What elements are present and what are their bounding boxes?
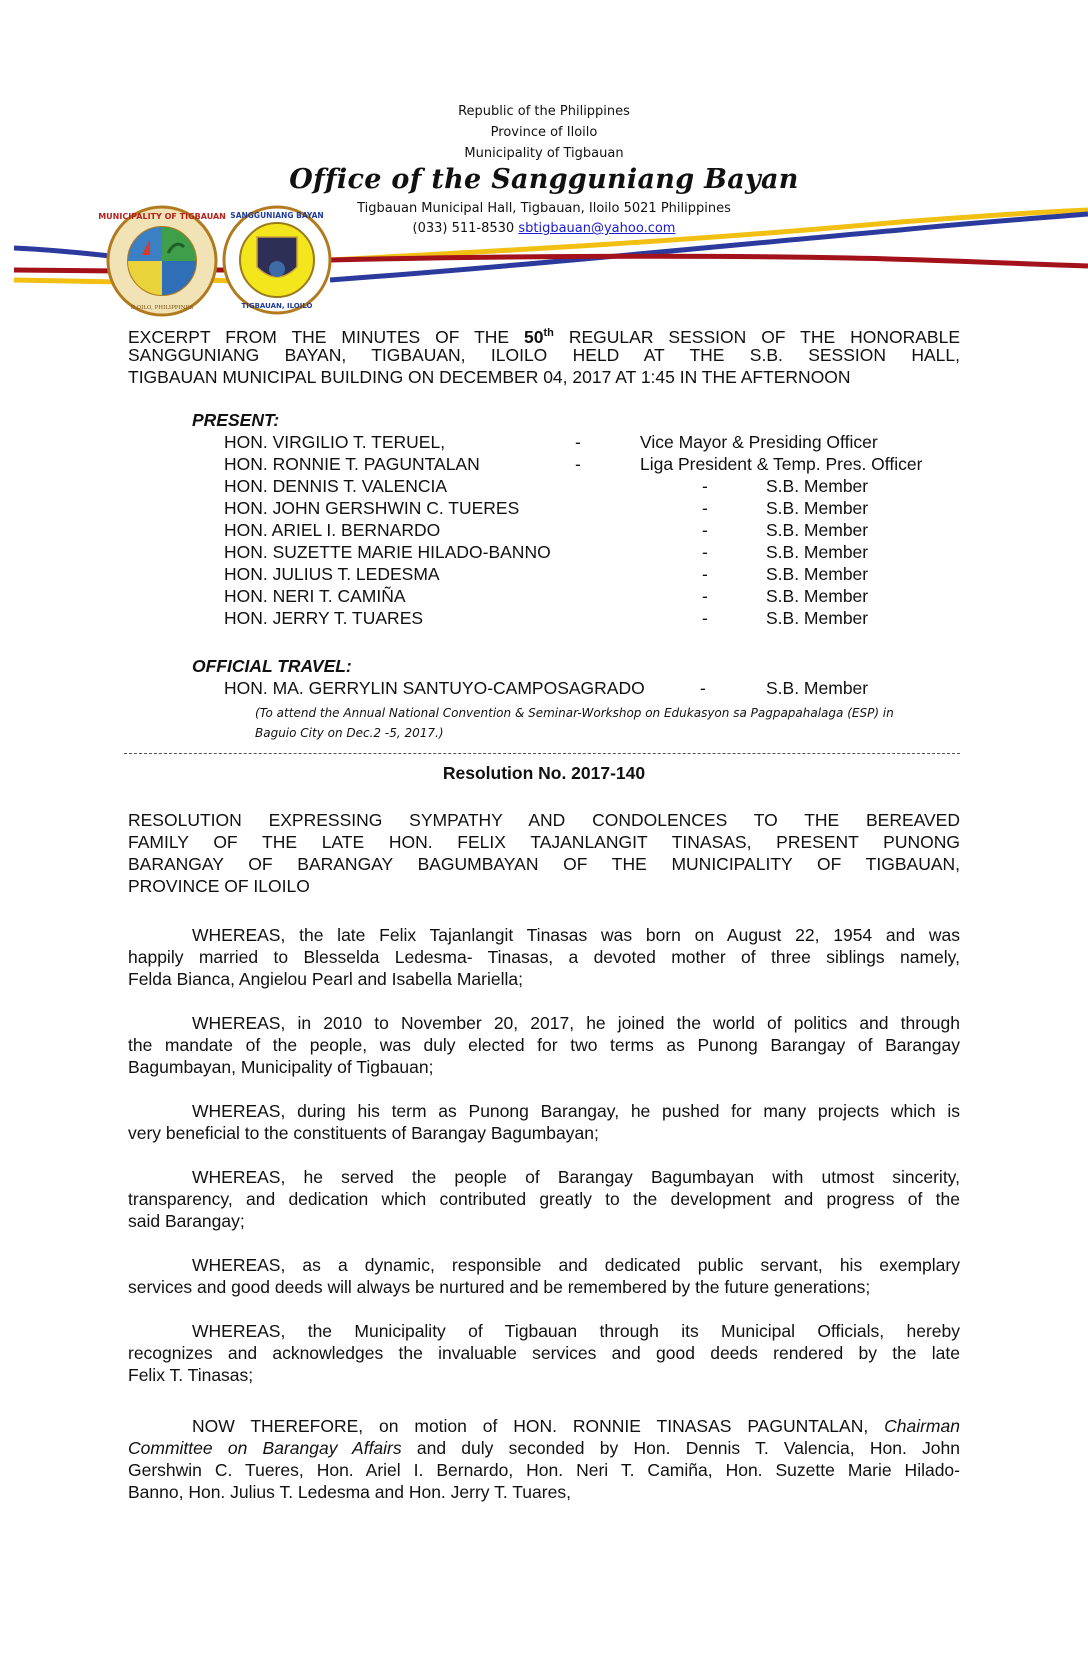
whereas-clause — [128, 1320, 960, 1386]
travel-note-line-2: Baguio City on Dec.2 -5, 2017.) — [255, 726, 444, 740]
chairman-title: Chairman — [884, 1416, 960, 1436]
now-therefore-text: and duly seconded by Hon. Dennis T. Valencia, Hon. John — [416, 1438, 960, 1458]
member-dash: - — [702, 608, 708, 628]
now-therefore-clause — [128, 1415, 960, 1503]
travel-note-line-1: (To attend the Annual National Convention & Seminar-Workshop on Edukasyon sa Pagpapahalaga (ESP) in — [255, 706, 894, 720]
whereas-line: services and good deeds will always be nurtured and be remembered by the future generations; — [128, 1277, 871, 1297]
member-dash: - — [702, 586, 708, 606]
whereas-line: very beneficial to the constituents of Barangay Bagumbayan; — [128, 1123, 599, 1143]
member-role: S.B. Member — [766, 586, 869, 606]
member-dash: - — [575, 454, 581, 474]
whereas-line: the mandate of the people, was duly elected for two terms as Punong Barangay of Barangay — [128, 1035, 960, 1055]
member-role: S.B. Member — [766, 498, 869, 518]
member-dash: - — [702, 498, 708, 518]
whereas-clause — [128, 1254, 960, 1298]
whereas-line: transparency, and dedication which contributed greatly to the development and progress of the — [128, 1189, 960, 1209]
resolution-title-line: FAMILY OF THE LATE HON. FELIX TAJANLANGIT TINASAS, PRESENT PUNONG — [128, 832, 960, 852]
member-role: S.B. Member — [766, 476, 869, 496]
letterhead-province: Province of Iloilo — [490, 125, 598, 140]
now-therefore-text: NOW THEREFORE, on motion of HON. RONNIE TINASAS PAGUNTALAN, — [192, 1416, 869, 1436]
whereas-line: happily married to Blesselda Ledesma- Tinasas, a devoted mother of three siblings namely, — [128, 947, 960, 967]
session-number: 50 — [524, 326, 544, 347]
whereas-line: Felda Bianca, Angielou Pearl and Isabella Mariella; — [128, 969, 523, 989]
whereas-clause — [128, 1100, 960, 1144]
municipality-seal — [98, 205, 226, 317]
now-therefore-line-4: Banno, Hon. Julius T. Ledesma and Hon. Jerry T. Tuares, — [128, 1482, 571, 1502]
member-role: Liga President & Temp. Pres. Officer — [640, 454, 923, 474]
member-name: HON. RONNIE T. PAGUNTALAN — [224, 454, 480, 474]
excerpt-line-3: TIGBAUAN MUNICIPAL BUILDING ON DECEMBER 04, 2017 AT 1:45 IN THE AFTERNOON — [128, 367, 851, 387]
whereas-clause — [128, 1166, 960, 1232]
member-dash: - — [575, 432, 581, 452]
now-therefore-line-2 — [128, 1437, 960, 1459]
member-name: HON. VIRGILIO T. TERUEL, — [224, 432, 446, 452]
seal-left-top-text: MUNICIPALITY OF TIGBAUAN — [98, 212, 226, 221]
whereas-line: WHEREAS, in 2010 to November 20, 2017, he joined the world of politics and through — [192, 1013, 960, 1033]
whereas-line: WHEREAS, as a dynamic, responsible and dedicated public servant, his exemplary — [192, 1255, 960, 1275]
whereas-line: WHEREAS, during his term as Punong Barangay, he pushed for many projects which is — [192, 1101, 960, 1121]
member-name: HON. NERI T. CAMIÑA — [224, 586, 406, 606]
whereas-clause — [128, 1012, 960, 1078]
member-name: HON. ARIEL I. BERNARDO — [224, 520, 441, 540]
committee-name: Committee on Barangay Affairs — [128, 1438, 402, 1458]
letterhead-municipality: Municipality of Tigbauan — [464, 146, 624, 161]
resolution-title-line: PROVINCE OF ILOILO — [128, 876, 310, 896]
email-link[interactable]: sbtigbauan@yahoo.com — [518, 221, 676, 236]
whereas-line: Bagumbayan, Municipality of Tigbauan; — [128, 1057, 434, 1077]
resolution-number: Resolution No. 2017-140 — [442, 763, 646, 783]
member-name: HON. SUZETTE MARIE HILADO-BANNO — [224, 542, 551, 562]
member-name: HON. JERRY T. TUARES — [224, 608, 424, 628]
whereas-line: said Barangay; — [128, 1211, 245, 1231]
member-dash: - — [702, 476, 708, 496]
official-travel-label: OFFICIAL TRAVEL: — [192, 656, 352, 676]
travel-member-role: S.B. Member — [766, 678, 869, 698]
seal-right-bottom-text: TIGBAUAN, ILOILO — [241, 302, 313, 310]
member-name: HON. DENNIS T. VALENCIA — [224, 476, 448, 496]
travel-member-dash: - — [700, 678, 706, 698]
member-name: HON. JULIUS T. LEDESMA — [224, 564, 440, 584]
member-role: S.B. Member — [766, 520, 869, 540]
whereas-clause — [128, 924, 960, 990]
resolution-title-line: BARANGAY OF BARANGAY BAGUMBAYAN OF THE MUNICIPALITY OF TIGBAUAN, — [128, 854, 960, 874]
letterhead-republic: Republic of the Philippines — [458, 104, 630, 119]
seal-left-bottom-text: ILOILO, PHILIPPINES — [130, 305, 194, 311]
member-role: S.B. Member — [766, 608, 869, 628]
whereas-line: Felix T. Tinasas; — [128, 1365, 254, 1385]
excerpt-line-1-pre: EXCERPT FROM THE MINUTES OF THE — [128, 326, 510, 347]
whereas-line: WHEREAS, the Municipality of Tigbauan through its Municipal Officials, hereby — [192, 1321, 960, 1341]
resolution-title — [128, 809, 960, 897]
now-therefore-line-3: Gershwin C. Tueres, Hon. Ariel I. Bernardo, Hon. Neri T. Camiña, Hon. Suzette Marie Hilado- — [128, 1460, 960, 1480]
member-dash: - — [702, 564, 708, 584]
member-role: Vice Mayor & Presiding Officer — [640, 432, 878, 452]
travel-member-name: HON. MA. GERRYLIN SANTUYO-CAMPOSAGRADO — [224, 678, 645, 698]
dashed-divider — [124, 753, 960, 754]
whereas-line: WHEREAS, the late Felix Tajanlangit Tinasas was born on August 22, 1954 and was — [192, 925, 960, 945]
member-dash: - — [702, 520, 708, 540]
present-label: PRESENT: — [192, 410, 280, 430]
session-number-suffix: th — [543, 327, 554, 339]
member-role: S.B. Member — [766, 542, 869, 562]
excerpt-line-2: SANGGUNIANG BAYAN, TIGBAUAN, ILOILO HELD AT THE S.B. SESSION HALL, — [128, 345, 960, 365]
member-name: HON. JOHN GERSHWIN C. TUERES — [224, 498, 520, 518]
whereas-line: WHEREAS, he served the people of Barangay Bagumbayan with utmost sincerity, — [192, 1167, 960, 1187]
letterhead-address: Tigbauan Municipal Hall, Tigbauan, Iloilo 5021 Philippines — [357, 201, 731, 216]
phone-number: (033) 511-8530 — [412, 221, 515, 236]
resolution-title-line: RESOLUTION EXPRESSING SYMPATHY AND CONDOLENCES TO THE BEREAVED — [128, 810, 960, 830]
member-dash: - — [702, 542, 708, 562]
member-role: S.B. Member — [766, 564, 869, 584]
sangguniang-bayan-seal — [222, 205, 332, 315]
seal-right-top-text: SANGGUNIANG BAYAN — [230, 211, 324, 220]
whereas-clauses — [128, 924, 960, 1408]
excerpt-line-1-post: REGULAR SESSION OF THE HONORABLE — [568, 326, 960, 347]
office-title: Office of the Sangguniang Bayan — [289, 164, 799, 195]
now-therefore-line-1 — [128, 1415, 960, 1437]
whereas-line: recognizes and acknowledges the invaluable services and good deeds rendered by the late — [128, 1343, 960, 1363]
